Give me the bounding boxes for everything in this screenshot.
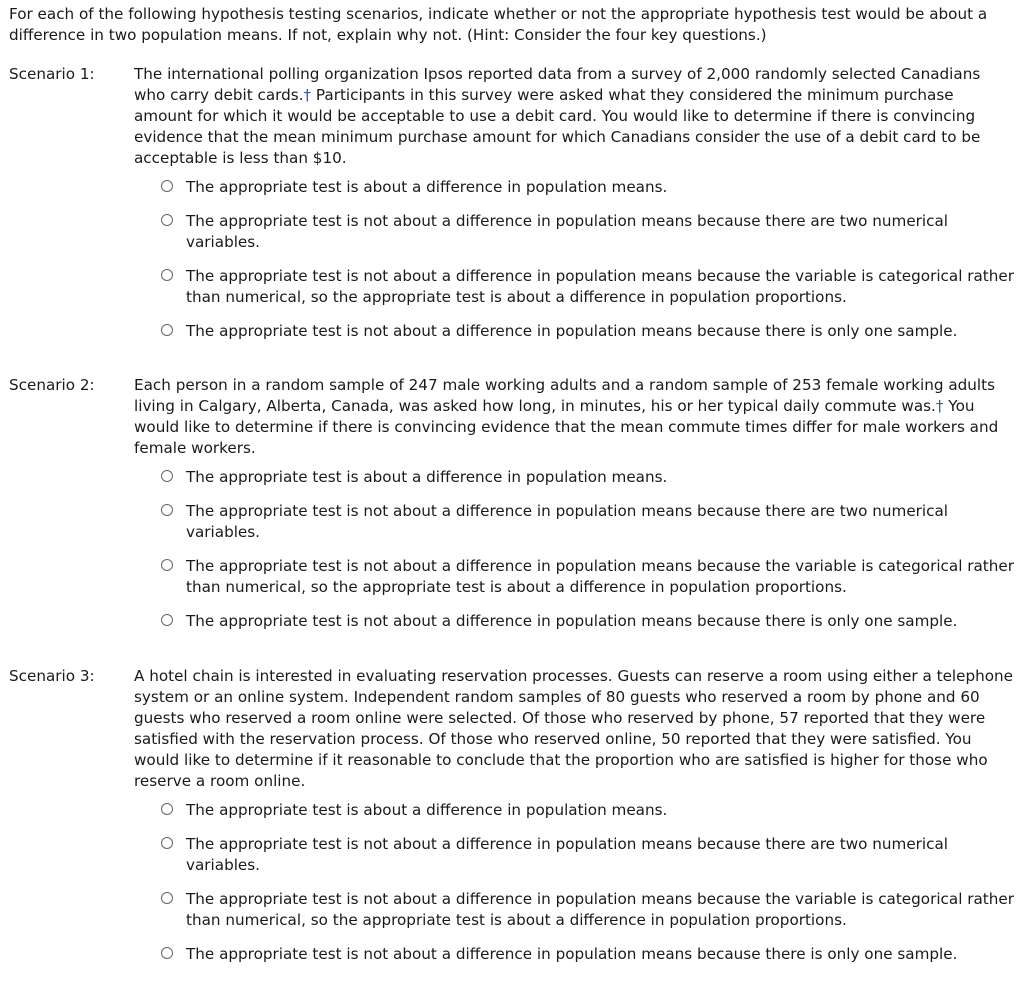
scenario-text-part: Each person in a random sample of 247 male working adults and a random sample of 253 female working adults living in Calgary, Alberta, Canada, was asked how long, in minutes, his or her typical daily commute was. bbox=[134, 376, 996, 415]
footnote-dagger-link[interactable]: † bbox=[935, 397, 944, 415]
option-label: The appropriate test is not about a difference in population means because there are two numerical variables. bbox=[186, 502, 949, 541]
answer-option[interactable] bbox=[161, 266, 1014, 308]
radio-button[interactable] bbox=[161, 614, 173, 626]
radio-button[interactable] bbox=[161, 214, 173, 226]
option-label: The appropriate test is not about a difference in population means because the variable is categorical rather than numerical, so the appropriate test is about a difference in population proportions. bbox=[186, 267, 1014, 306]
answer-option[interactable] bbox=[161, 800, 1014, 821]
answer-option[interactable] bbox=[161, 611, 1014, 632]
option-label: The appropriate test is not about a difference in population means because the variable is categorical rather than numerical, so the appropriate test is about a difference in population proportions. bbox=[186, 557, 1014, 596]
radio-button[interactable] bbox=[161, 504, 173, 516]
answer-option[interactable] bbox=[161, 321, 1014, 342]
answer-option[interactable] bbox=[161, 177, 1014, 198]
option-label: The appropriate test is not about a difference in population means because there are two numerical variables. bbox=[186, 212, 949, 251]
scenario-2 bbox=[9, 375, 1014, 645]
answer-options bbox=[134, 177, 1014, 342]
scenario-text-part: You would like to determine if there is convincing evidence that the mean commute times differ for male workers and female workers. bbox=[134, 397, 999, 457]
radio-button[interactable] bbox=[161, 470, 173, 482]
option-label: The appropriate test is about a difference in population means. bbox=[186, 178, 668, 196]
radio-button[interactable] bbox=[161, 559, 173, 571]
radio-button[interactable] bbox=[161, 837, 173, 849]
answer-option[interactable] bbox=[161, 467, 1014, 488]
radio-button[interactable] bbox=[161, 269, 173, 281]
scenario-label: Scenario 2: bbox=[9, 376, 95, 394]
option-label: The appropriate test is not about a difference in population means because there is only one sample. bbox=[186, 945, 958, 963]
scenario-body bbox=[134, 666, 1014, 965]
answer-option[interactable] bbox=[161, 211, 1014, 253]
answer-option[interactable] bbox=[161, 556, 1014, 598]
scenario-text-part: The international polling organization Ipsos reported data from a survey of 2,000 randomly selected Canadians who carry debit cards. bbox=[134, 65, 981, 104]
scenario-body bbox=[134, 64, 1014, 342]
option-label: The appropriate test is not about a difference in population means because the variable is categorical rather than numerical, so the appropriate test is about a difference in population proportions. bbox=[186, 890, 1014, 929]
option-label: The appropriate test is not about a difference in population means because there are two numerical variables. bbox=[186, 835, 949, 874]
option-label: The appropriate test is about a difference in population means. bbox=[186, 468, 668, 486]
instructions-text: For each of the following hypothesis testing scenarios, indicate whether or not the appropriate hypothesis test would be about a difference in two population means. If not, explain why not. (Hint: Consider the four key questions.) bbox=[9, 5, 988, 44]
scenario-label: Scenario 1: bbox=[9, 65, 95, 83]
scenario-1 bbox=[9, 64, 1014, 355]
scenario-description bbox=[134, 64, 1014, 169]
scenario-3 bbox=[9, 666, 1014, 978]
answer-option[interactable] bbox=[161, 834, 1014, 876]
answer-option[interactable] bbox=[161, 889, 1014, 931]
option-label: The appropriate test is not about a difference in population means because there is only one sample. bbox=[186, 322, 958, 340]
radio-button[interactable] bbox=[161, 324, 173, 336]
scenario-description bbox=[134, 375, 1014, 459]
radio-button[interactable] bbox=[161, 180, 173, 192]
radio-button[interactable] bbox=[161, 892, 173, 904]
footnote-dagger-link[interactable]: † bbox=[303, 86, 312, 104]
option-label: The appropriate test is not about a difference in population means because there is only one sample. bbox=[186, 612, 958, 630]
radio-button[interactable] bbox=[161, 947, 173, 959]
answer-option[interactable] bbox=[161, 501, 1014, 543]
answer-options bbox=[134, 467, 1014, 632]
scenario-body bbox=[134, 375, 1014, 632]
scenario-text-part: Participants in this survey were asked what they considered the minimum purchase amount for which it would be acceptable to use a debit card. You would like to determine if there is convincing evidence that the mean minimum purchase amount for which Canadians consider the use of a debit card to be acceptable is less than $10. bbox=[134, 86, 981, 167]
answer-options bbox=[134, 800, 1014, 965]
radio-button[interactable] bbox=[161, 803, 173, 815]
scenario-description: A hotel chain is interested in evaluating reservation processes. Guests can reserve a room using either a telephone system or an online system. Independent random samples of 80 guests who reserved a room by phone and 60 guests who reserved a room online were selected. Of those who reserved by phone, 57 reported that they were satisfied with the reservation process. Of those who reserved online, 50 reported that they were satisfied. You would like to determine if it reasonable to conclude that the proportion who are satisfied is higher for those who reserve a room online. bbox=[134, 667, 1014, 790]
answer-option[interactable] bbox=[161, 944, 1014, 965]
scenario-label: Scenario 3: bbox=[9, 667, 95, 685]
option-label: The appropriate test is about a difference in population means. bbox=[186, 801, 668, 819]
